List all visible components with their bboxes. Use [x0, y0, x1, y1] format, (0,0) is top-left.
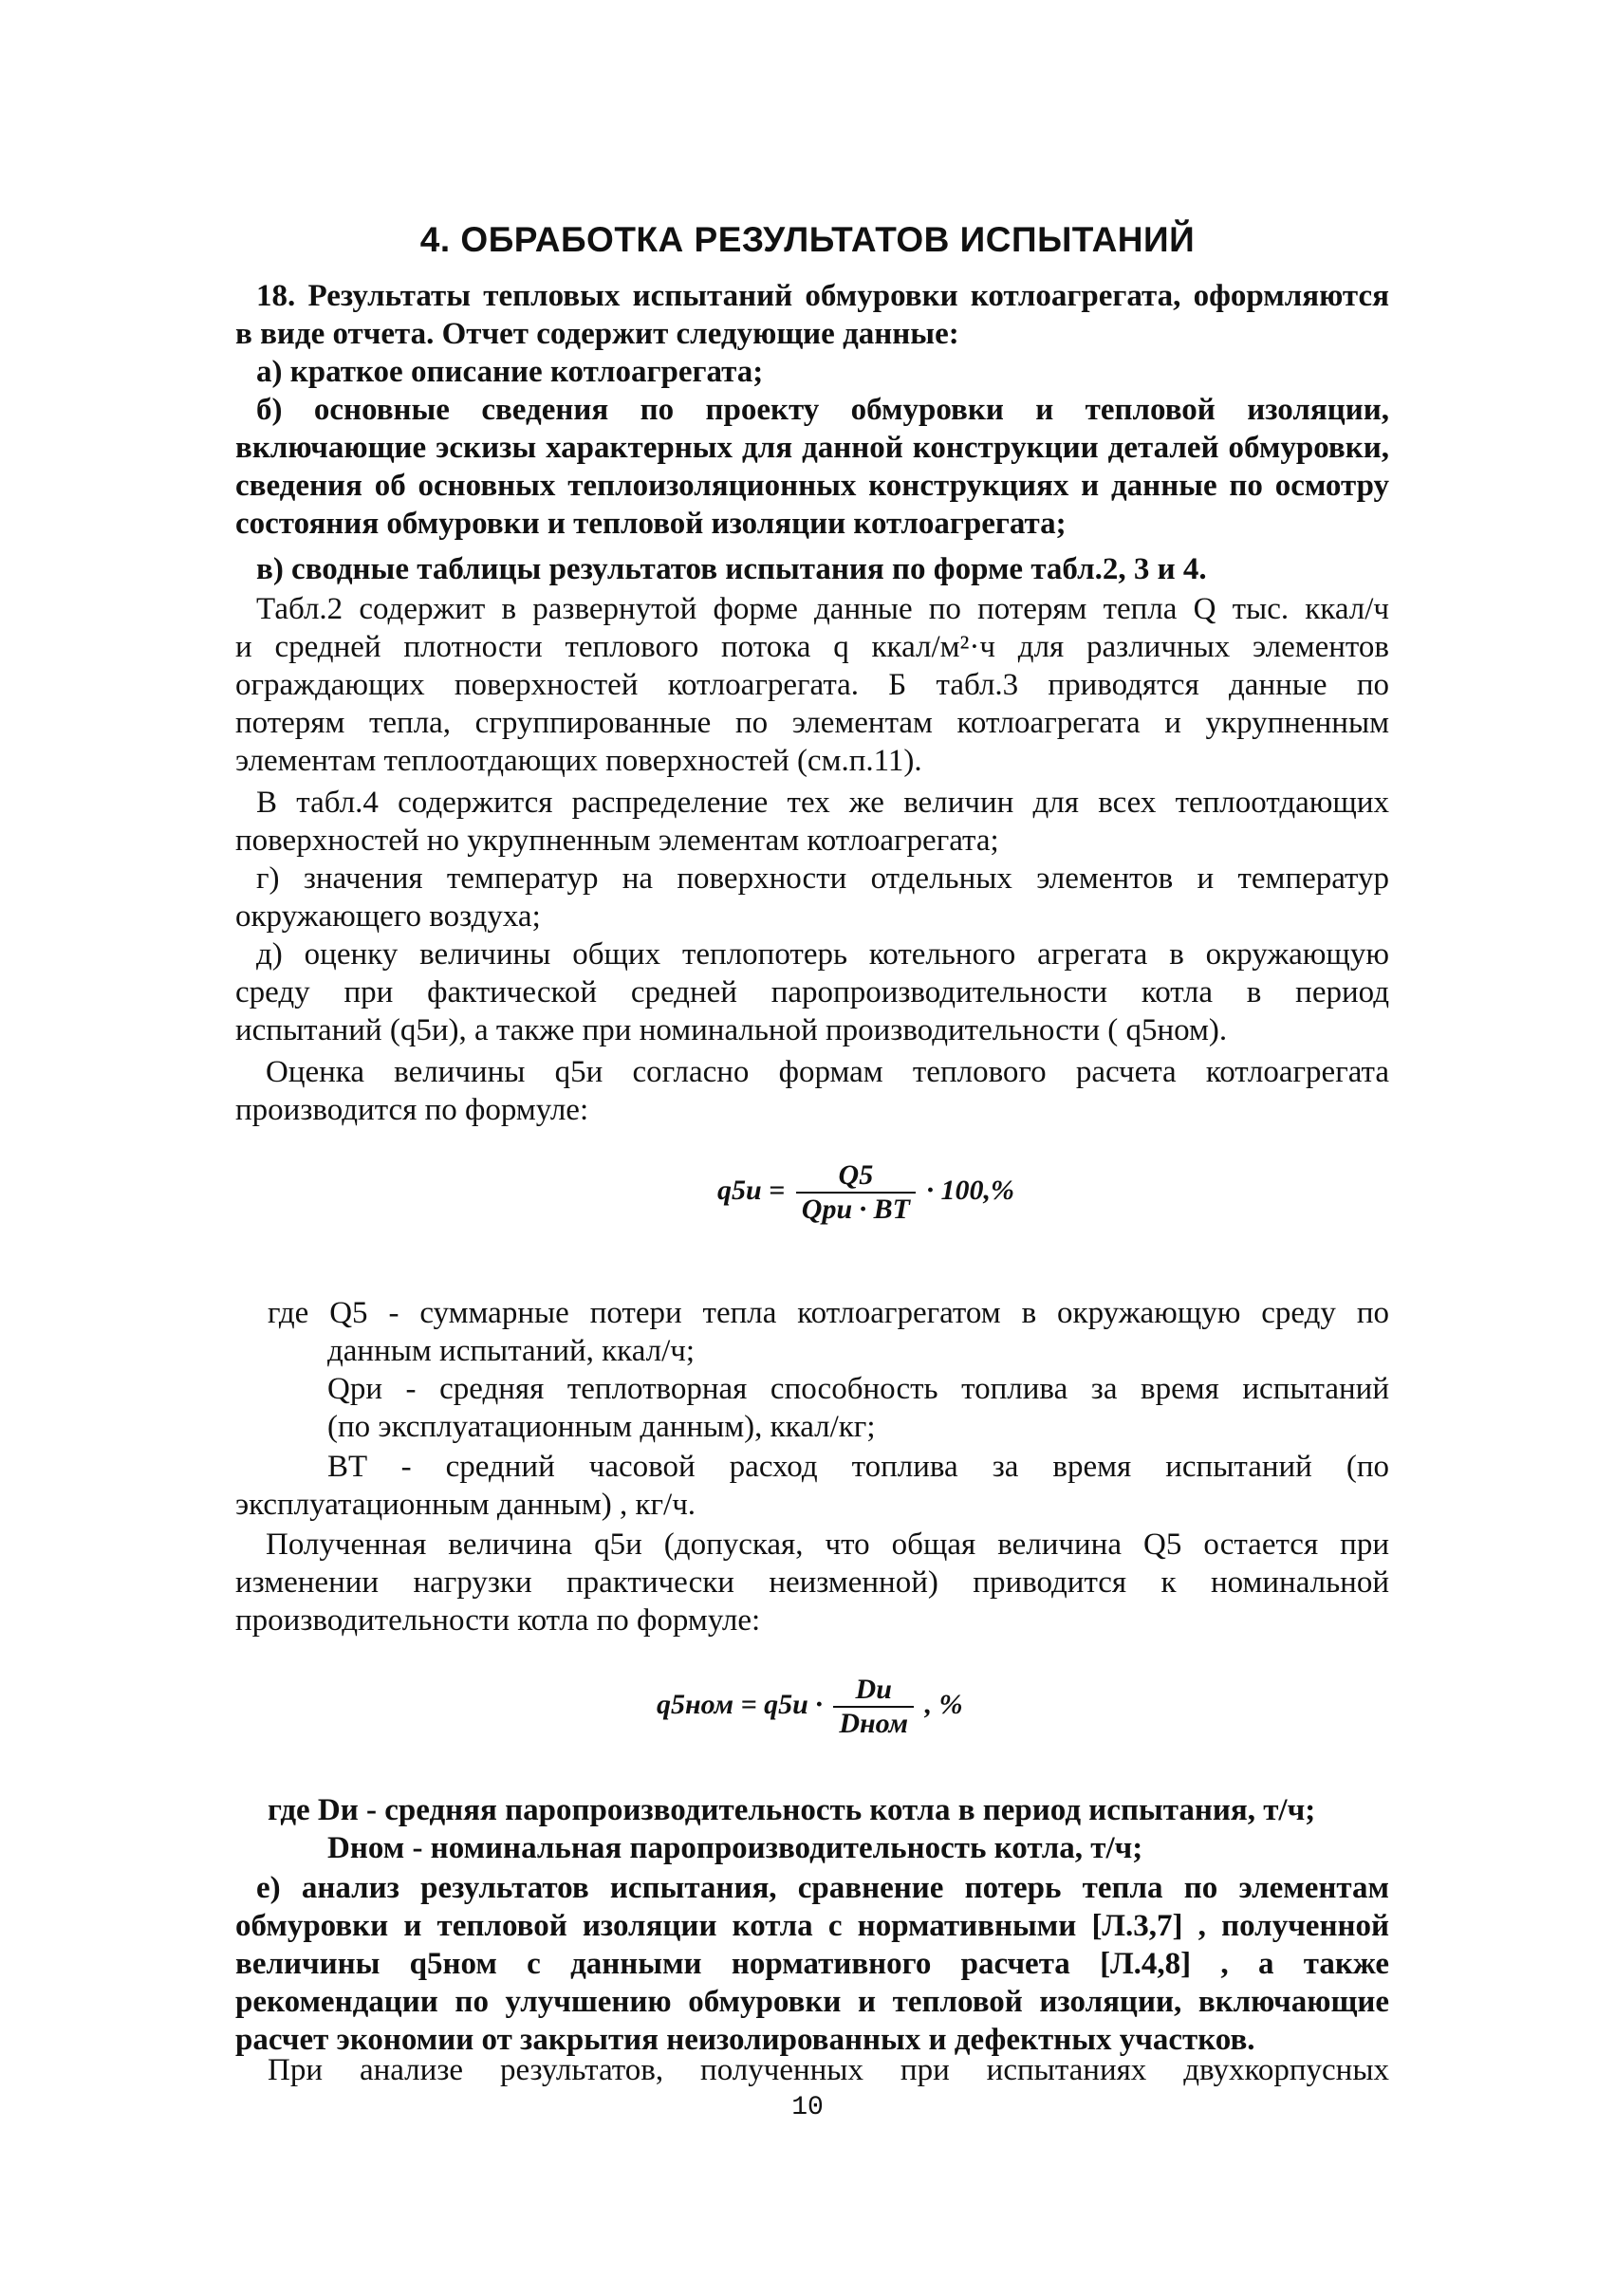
text-line: е) анализ результатов испытания, сравнение потерь тепла по элементам: [256, 1871, 1389, 1905]
text-line: где Dи - средняя паропроизводительность котла в период испытания, т/ч;: [268, 1793, 1316, 1827]
text-line: расчет экономии от закрытия неизолированных и дефектных участков.: [235, 2023, 1255, 2057]
formula-fraction: [833, 1674, 914, 1740]
formula-fraction: [796, 1159, 916, 1226]
formula-lhs: q5ном = q5и ·: [657, 1688, 823, 1720]
text-line: г) значения температур на поверхности отдельных элементов и температур: [256, 861, 1389, 896]
text-line: в) сводные таблицы результатов испытания по форме табл.2, 3 и 4.: [256, 552, 1207, 586]
formula-numerator: Q5: [796, 1159, 916, 1194]
text-line: обмуровки и тепловой изоляции котла с нормативными [Л.3,7] , полученной: [235, 1909, 1389, 1943]
text-line: рекомендации по улучшению обмуровки и тепловой изоляции, включающие: [235, 1985, 1389, 2019]
formula-numerator: Dи: [833, 1674, 914, 1708]
text-line: При анализе результатов, полученных при испытаниях двухкорпусных: [268, 2053, 1389, 2087]
text-line: среду при фактической средней паропроизводительности котла в период: [235, 975, 1389, 1009]
text-line: сведения об основных теплоизоляционных конструкциях и данные по осмотру: [235, 469, 1389, 503]
formula-q5-nom: [657, 1674, 963, 1740]
text-line: б) основные сведения по проекту обмуровки и тепловой изоляции,: [256, 393, 1389, 427]
section-heading: 4. ОБРАБОТКА РЕЗУЛЬТАТОВ ИСПЫТАНИЙ: [419, 220, 1196, 259]
text-line: Полученная величина q5и (допуская, что общая величина Q5 остается при: [266, 1528, 1389, 1562]
text-line: окружающего воздуха;: [235, 899, 541, 934]
text-line: производится по формуле:: [235, 1093, 589, 1127]
text-line: производительности котла по формуле:: [235, 1603, 761, 1638]
text-line: а) краткое описание котлоагрегата;: [256, 355, 764, 389]
text-line: Qри - средняя теплотворная способность топлива за время испытаний: [327, 1372, 1389, 1406]
text-line: Оценка величины q5и согласно формам теплового расчета котлоагрегата: [266, 1055, 1389, 1089]
formula-rhs: , %: [924, 1688, 963, 1720]
text-line: величины q5ном с данными нормативного расчета [Л.4,8] , а также: [235, 1947, 1389, 1981]
text-line: BT - средний часовой расход топлива за время испытаний (по: [327, 1450, 1389, 1484]
text-line: д) оценку величины общих теплопотерь котельного агрегата в окружающую: [256, 937, 1389, 972]
text-line: испытаний (q5и), а также при номинальной производительности ( q5ном).: [235, 1013, 1228, 1047]
text-line: включающие эскизы характерных для данной конструкции деталей обмуровки,: [235, 431, 1389, 465]
text-line: эксплуатационным данным) , кг/ч.: [235, 1488, 696, 1522]
text-line: Табл.2 содержит в развернутой форме данные по потерям тепла Q тыс. ккал/ч: [256, 592, 1389, 626]
formula-rhs: · 100,%: [926, 1174, 1014, 1206]
formula-denominator: Qри · BT: [801, 1194, 910, 1225]
text-line: изменении нагрузки практически неизменной) приводится к номинальной: [235, 1565, 1389, 1600]
text-line: и средней плотности теплового потока q ккал/м²·ч для различных элементов: [235, 630, 1389, 664]
text-line: (по эксплуатационным данным), ккал/кг;: [327, 1410, 876, 1444]
text-line: где Q5 - суммарные потери тепла котлоагрегатом в окружающую среду по: [268, 1296, 1389, 1330]
text-line: состояния обмуровки и тепловой изоляции котлоагрегата;: [235, 507, 1067, 541]
text-line: поверхностей но укрупненным элементам котлоагрегата;: [235, 824, 999, 858]
formula-lhs: q5и =: [717, 1174, 786, 1206]
text-line: потерям тепла, сгруппированные по элементам котлоагрегата и укрупненным: [235, 706, 1389, 740]
formula-denominator: Dном: [839, 1708, 909, 1739]
text-line: в виде отчета. Отчет содержит следующие данные:: [235, 317, 959, 351]
text-line: Dном - номинальная паропроизводительность котла, т/ч;: [327, 1831, 1143, 1865]
text-line: 18. Результаты тепловых испытаний обмуровки котлоагрегата, оформляются: [256, 279, 1389, 313]
formula-q5: [717, 1159, 1014, 1226]
text-line: данным испытаний, ккал/ч;: [327, 1334, 696, 1368]
text-line: элементам теплоотдающих поверхностей (см.п.11).: [235, 744, 922, 778]
page-number: 10: [791, 2093, 824, 2122]
text-line: В табл.4 содержится распределение тех же величин для всех теплоотдающих: [256, 786, 1389, 820]
text-line: ограждающих поверхностей котлоагрегата. Б табл.3 приводятся данные по: [235, 668, 1389, 702]
